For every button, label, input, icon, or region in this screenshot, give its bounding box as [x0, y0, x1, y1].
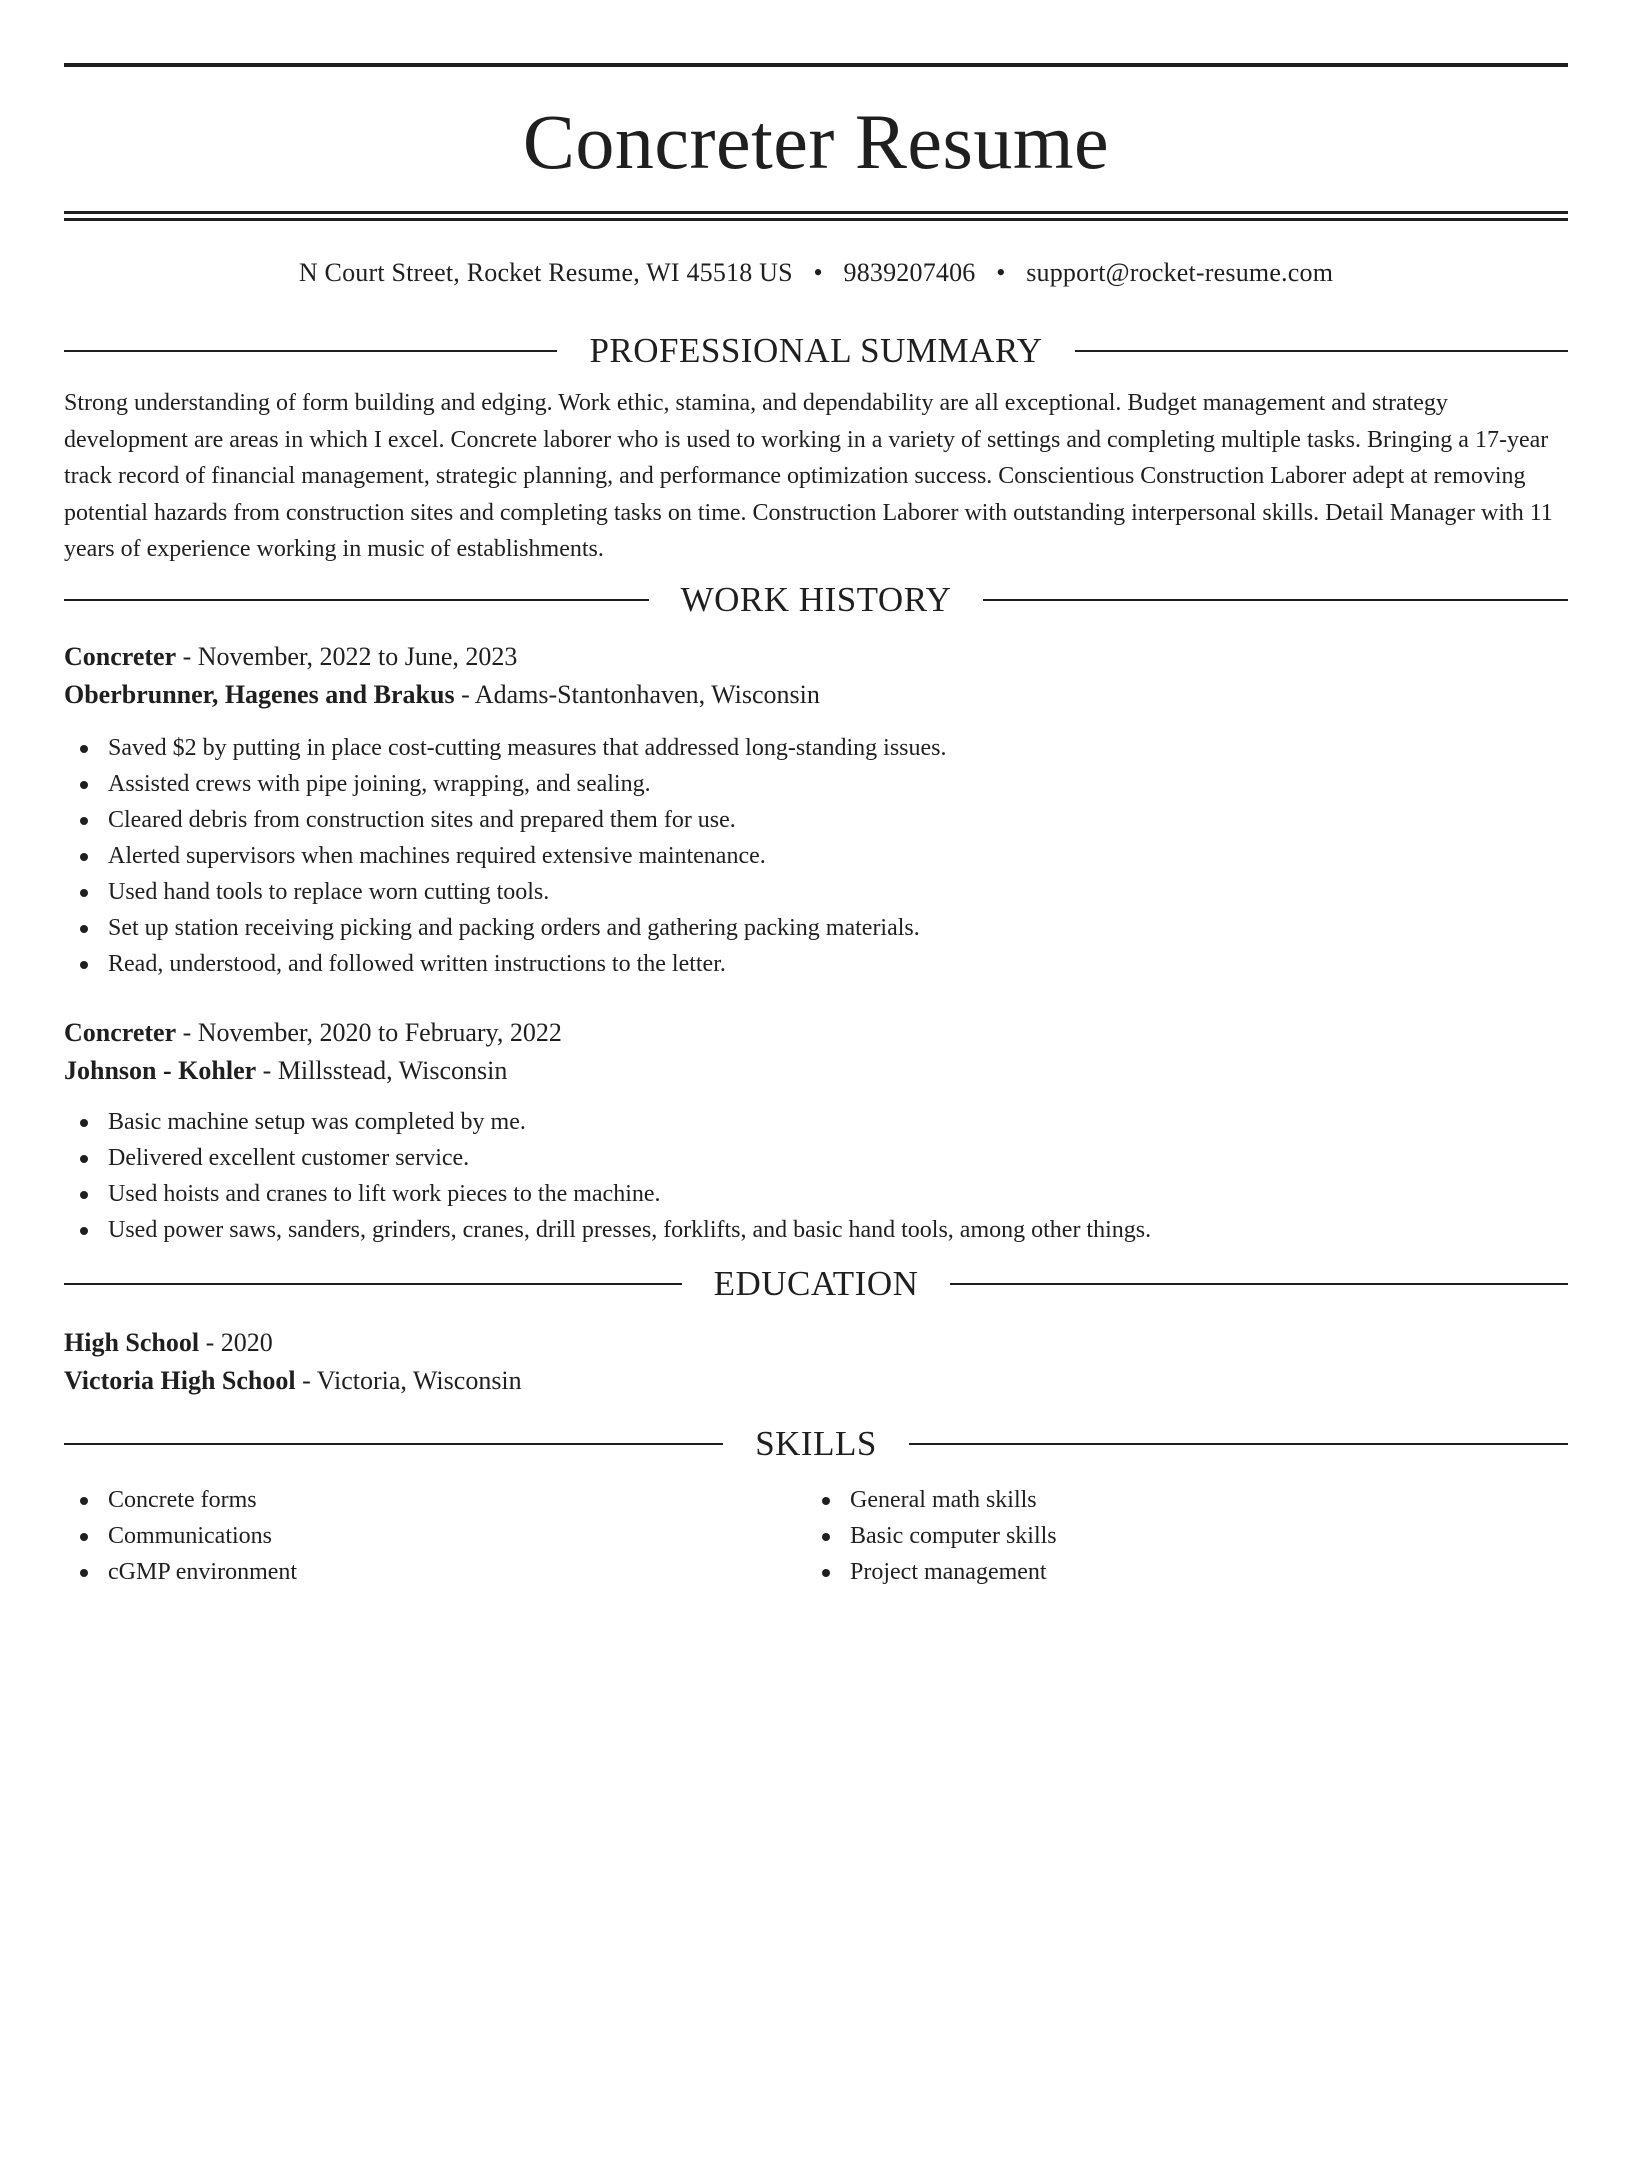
- summary-text: Strong understanding of form building and edging. Work ethic, stamina, and dependability are all exceptional. Budget management and strategy development are areas in which I excel. Concrete laborer who is used to working in a variety of settings and completing multiple tasks. Bringing a 17-year track record of financial management, strategic planning, and performance optimization success. Conscientious Construction Laborer adept at removing potential hazards from construction sites and completing tasks on time. Construction Laborer with outstanding interpersonal skills. Detail Manager with 11 years of experience working in music of establishments.: [64, 390, 1553, 562]
- heading-rule: [950, 1283, 1568, 1285]
- education-school: Victoria High School: [64, 1365, 296, 1395]
- list-item: Basic computer skills: [806, 1518, 1548, 1554]
- heading-rule: [909, 1443, 1568, 1445]
- education-entry: [64, 1324, 1568, 1400]
- summary-section-heading: [64, 329, 1568, 373]
- work-section-heading: [64, 578, 1568, 622]
- education-degree-line: [64, 1324, 1568, 1362]
- heading-rule: [64, 599, 649, 601]
- job-duties-list: [64, 1104, 1568, 1248]
- skills-list-left: [64, 1482, 806, 1590]
- job-title: Concreter: [64, 1017, 177, 1047]
- job-location: - Adams-Stantonhaven, Wisconsin: [454, 679, 820, 709]
- title-double-rule: [64, 211, 1568, 221]
- job-dates: - November, 2020 to February, 2022: [176, 1017, 562, 1047]
- list-item: Delivered excellent customer service.: [64, 1140, 1568, 1176]
- education-section-heading: [64, 1262, 1568, 1306]
- education-year: - 2020: [199, 1327, 273, 1357]
- work-heading-label: WORK HISTORY: [680, 579, 952, 619]
- skills-list-right: [806, 1482, 1548, 1590]
- list-item: Project management: [806, 1554, 1548, 1590]
- resume-title: Concreter Resume: [522, 98, 1110, 185]
- list-item: Alerted supervisors when machines required extensive maintenance.: [64, 838, 1568, 874]
- skills-section-heading: [64, 1422, 1568, 1466]
- contact-line: [64, 255, 1568, 291]
- list-item: Used hand tools to replace worn cutting tools.: [64, 874, 1568, 910]
- resume-page: [0, 63, 1632, 2175]
- list-item: Concrete forms: [64, 1482, 806, 1518]
- list-item: General math skills: [806, 1482, 1548, 1518]
- job-company: Oberbrunner, Hagenes and Brakus: [64, 679, 455, 709]
- job-title-line: [64, 638, 1568, 676]
- job-location: - Millsstead, Wisconsin: [256, 1055, 508, 1085]
- top-rule: [64, 63, 1568, 67]
- contact-email: support@rocket-resume.com: [1026, 258, 1334, 287]
- skills-list: [64, 1482, 1568, 1590]
- contact-separator: •: [813, 258, 823, 287]
- list-item: Saved $2 by putting in place cost-cutting measures that addressed long-standing issues.: [64, 730, 1568, 766]
- heading-rule: [64, 1443, 723, 1445]
- list-item: Used hoists and cranes to lift work pieces to the machine.: [64, 1176, 1568, 1212]
- job-entry: [64, 638, 1568, 982]
- contact-phone: 9839207406: [843, 258, 976, 287]
- list-item: Basic machine setup was completed by me.: [64, 1104, 1568, 1140]
- job-duties-list: [64, 730, 1568, 982]
- education-location: - Victoria, Wisconsin: [295, 1365, 522, 1395]
- list-item: Communications: [64, 1518, 806, 1554]
- summary-heading-label: PROFESSIONAL SUMMARY: [589, 331, 1043, 370]
- list-item: Used power saws, sanders, grinders, cranes, drill presses, forklifts, and basic hand tools, among other things.: [64, 1212, 1568, 1248]
- education-school-line: [64, 1362, 1568, 1400]
- job-title: Concreter: [64, 641, 177, 671]
- contact-address: N Court Street, Rocket Resume, WI 45518 US: [298, 258, 793, 287]
- heading-rule: [1075, 350, 1568, 352]
- skills-column-left: [64, 1482, 806, 1590]
- skills-column-right: [806, 1482, 1548, 1590]
- list-item: Cleared debris from construction sites and prepared them for use.: [64, 802, 1568, 838]
- list-item: Read, understood, and followed written instructions to the letter.: [64, 946, 1568, 982]
- job-dates: - November, 2022 to June, 2023: [176, 641, 518, 671]
- list-item: Set up station receiving picking and packing orders and gathering packing materials.: [64, 910, 1568, 946]
- education-heading-label: EDUCATION: [713, 1263, 919, 1303]
- list-item: cGMP environment: [64, 1554, 806, 1590]
- heading-rule: [64, 1283, 682, 1285]
- job-company: Johnson - Kohler: [64, 1055, 257, 1085]
- job-title-line: [64, 1014, 1568, 1052]
- contact-separator: •: [996, 258, 1006, 287]
- job-entry: [64, 1014, 1568, 1248]
- heading-rule: [64, 350, 557, 352]
- list-item: Assisted crews with pipe joining, wrapping, and sealing.: [64, 766, 1568, 802]
- skills-heading-label: SKILLS: [755, 1423, 877, 1463]
- job-company-line: [64, 1052, 1568, 1090]
- education-degree: High School: [64, 1327, 200, 1357]
- heading-rule: [983, 599, 1568, 601]
- job-company-line: [64, 676, 1568, 714]
